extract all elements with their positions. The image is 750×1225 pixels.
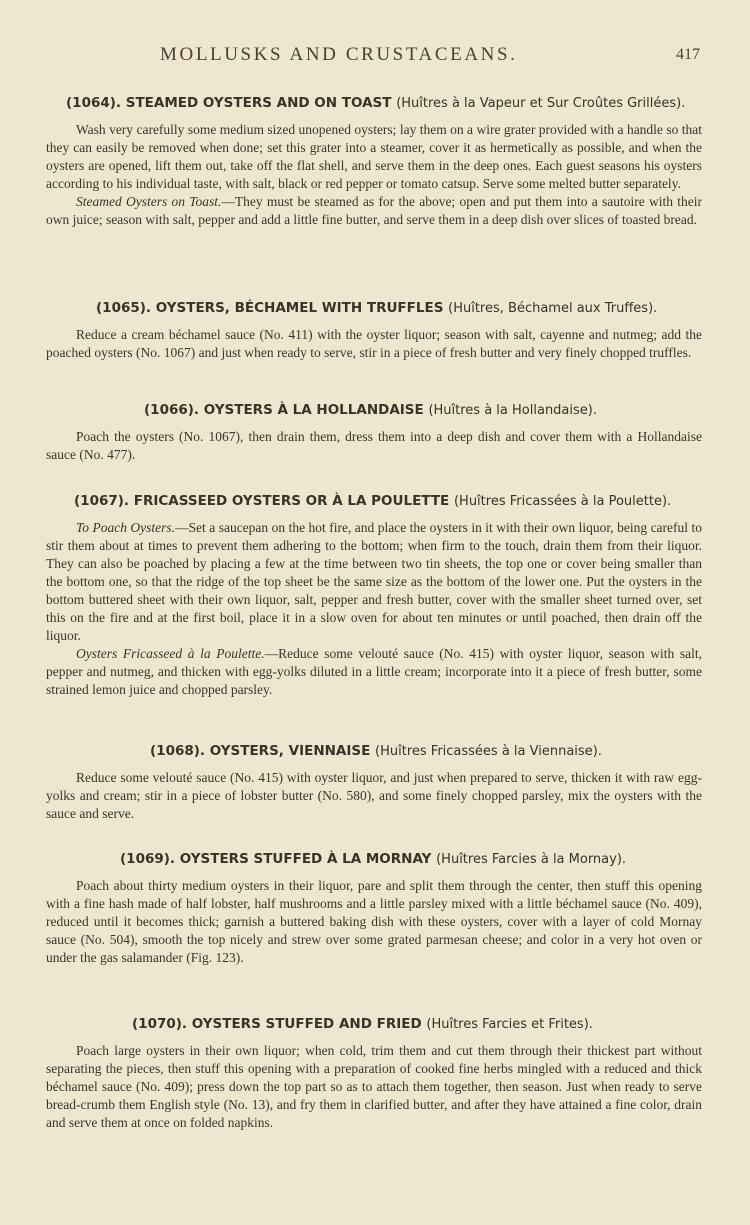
recipe-french-title: (Huîtres Farcies et Frites). (426, 1017, 593, 1032)
paragraph-lead: Steamed Oysters on Toast. (76, 194, 222, 209)
running-head (0, 44, 750, 74)
recipe-number: (1064). (66, 95, 122, 111)
recipe-paragraph (46, 877, 702, 967)
paragraph-text: Wash very carefully some medium sized unopened oysters; lay them on a wire grater provided with a handle so that they can easily be removed when done; set this grater into a steamer, cover it as hermetically as possible, and when the oysters are opened, lift them out, take off the flat shell, and serve them in the deep ones. Each guest seasons his oysters according to his individual taste, with salt, black or red pepper or tomato catsup. Serve some melted butter separately. (46, 122, 702, 191)
recipe-paragraph (46, 769, 702, 823)
recipe-1064 (46, 95, 702, 229)
paragraph-text: Poach the oysters (No. 1067), then drain them, dress them into a deep dish and cover them with a Hollandaise sauce (No. 477). (46, 429, 702, 462)
recipe-title: STEAMED OYSTERS AND ON TOAST (125, 95, 392, 111)
recipe-title: FRICASSEED OYSTERS OR À LA POULETTE (133, 493, 450, 509)
recipe-number: (1069). (120, 851, 176, 867)
recipe-1070 (46, 1016, 702, 1132)
recipe-number: (1067). (74, 493, 130, 509)
recipe-number: (1070). (132, 1016, 188, 1032)
recipe-heading (46, 851, 702, 867)
recipe-1065 (46, 300, 702, 362)
recipe-number: (1065). (96, 300, 152, 316)
recipe-paragraph (46, 1042, 702, 1132)
recipe-1068 (46, 743, 702, 823)
recipe-french-title: (Huîtres à la Hollandaise). (428, 403, 597, 418)
paragraph-text: Reduce a cream béchamel sauce (No. 411) with the oyster liquor; season with salt, cayenne and nutmeg; add the poached oysters (No. 1067) and just when ready to serve, stir in a piece of fresh butter and very finely chopped truffles. (46, 327, 702, 360)
recipe-paragraph (46, 326, 702, 362)
paragraph-text: Reduce some velouté sauce (No. 415) with oyster liquor, and just when prepared to serve, thicken it with raw egg-yolks and cream; stir in a piece of lobster butter (No. 580), and some finely chopped parsley, mix the oysters with the sauce and serve. (46, 770, 702, 821)
running-title: MOLLUSKS AND CRUSTACEANS. (160, 44, 518, 65)
paragraph-lead: Oysters Fricasseed à la Poulette. (76, 646, 265, 661)
recipe-french-title: (Huîtres Fricassées à la Poulette). (453, 494, 672, 509)
page-number: 417 (676, 46, 700, 63)
recipe-paragraph (46, 193, 702, 229)
recipe-heading (46, 1016, 702, 1032)
recipe-title: OYSTERS À LA HOLLANDAISE (203, 402, 424, 418)
recipe-paragraph (46, 645, 702, 699)
recipe-title: OYSTERS, VIENNAISE (209, 743, 371, 759)
recipe-french-title: (Huîtres, Béchamel aux Truffes). (448, 301, 658, 316)
paragraph-text: —Reduce some velouté sauce (No. 415) with oyster liquor, season with salt, pepper and nutmeg, and thicken with egg-yolks diluted in a little cream; incorporate into it a piece of fresh butter, some strained lemon juice and chopped parsley. (46, 646, 703, 697)
paragraph-text: Poach large oysters in their own liquor; when cold, trim them and cut them through their thickest part without separating the pieces, then stuff this opening with a preparation of cooked fine herbs mingled with a reduced and thick béchamel sauce (No. 409); press down the top part so as to attach them together, then season. Just when ready to serve bread-crumb them English style (No. 13), and fry them in clarified butter, and after they have attained a fine color, drain and serve them at once on folded napkins. (46, 1043, 702, 1130)
recipe-number: (1068). (150, 743, 206, 759)
recipe-heading (46, 493, 702, 509)
paragraph-text: —Set a saucepan on the hot fire, and place the oysters in it with their own liquor, being careful to stir them about at times to prevent them adhering to the bottom; when firm to the touch, drain them from their liquor. They can also be poached by placing a few at the time between two tin sheets, the top one or cover being smaller than the bottom one, so that the ridge of the top sheet be the same size as the bottom of the lower one. Put the oysters in the bottom buttered sheet with their own liquor, salt, pepper and fresh butter, cover with the smaller sheet turned over, set this on the fire and at the first boil, place it in a slow oven for about ten minutes or until poached, then drain off the liquor. (46, 520, 702, 643)
paragraph-text: —They must be steamed as for the above; open and put them into a sautoire with their own juice; season with salt, pepper and add a little fine butter, and serve them in a deep dish over slices of toasted bread. (46, 194, 702, 227)
recipe-1067 (46, 493, 702, 699)
recipe-french-title: (Huîtres à la Vapeur et Sur Croûtes Grillées). (396, 96, 686, 111)
recipe-paragraph (46, 121, 702, 193)
paragraph-lead: To Poach Oysters. (76, 520, 176, 535)
recipe-french-title: (Huîtres Farcies à la Mornay). (436, 852, 627, 867)
recipe-heading (46, 300, 702, 316)
paragraph-text: Poach about thirty medium oysters in their liquor, pare and split them through the center, then stuff this opening with a fine hash made of half lobster, half mushrooms and a little parsley mixed with a little béchamel sauce (No. 409), reduced until it becomes thick; garnish a buttered baking dish with these oysters, cover with a layer of cold Mornay sauce (No. 504), smooth the top nicely and strew over some grated parmesan cheese; and color in a very hot oven or under the gas salamander (Fig. 123). (46, 878, 702, 965)
recipe-heading (46, 95, 702, 111)
recipe-1066 (46, 402, 702, 464)
recipe-paragraph (46, 519, 702, 645)
recipe-french-title: (Huîtres Fricassées à la Viennaise). (375, 744, 602, 759)
recipe-title: OYSTERS STUFFED AND FRIED (191, 1016, 422, 1032)
recipe-heading (46, 402, 702, 418)
recipe-title: OYSTERS STUFFED À LA MORNAY (179, 851, 432, 867)
recipe-heading (46, 743, 702, 759)
recipe-paragraph (46, 428, 702, 464)
recipe-number: (1066). (144, 402, 200, 418)
recipe-1069 (46, 851, 702, 967)
recipe-title: OYSTERS, BÉCHAMEL WITH TRUFFLES (155, 300, 444, 316)
